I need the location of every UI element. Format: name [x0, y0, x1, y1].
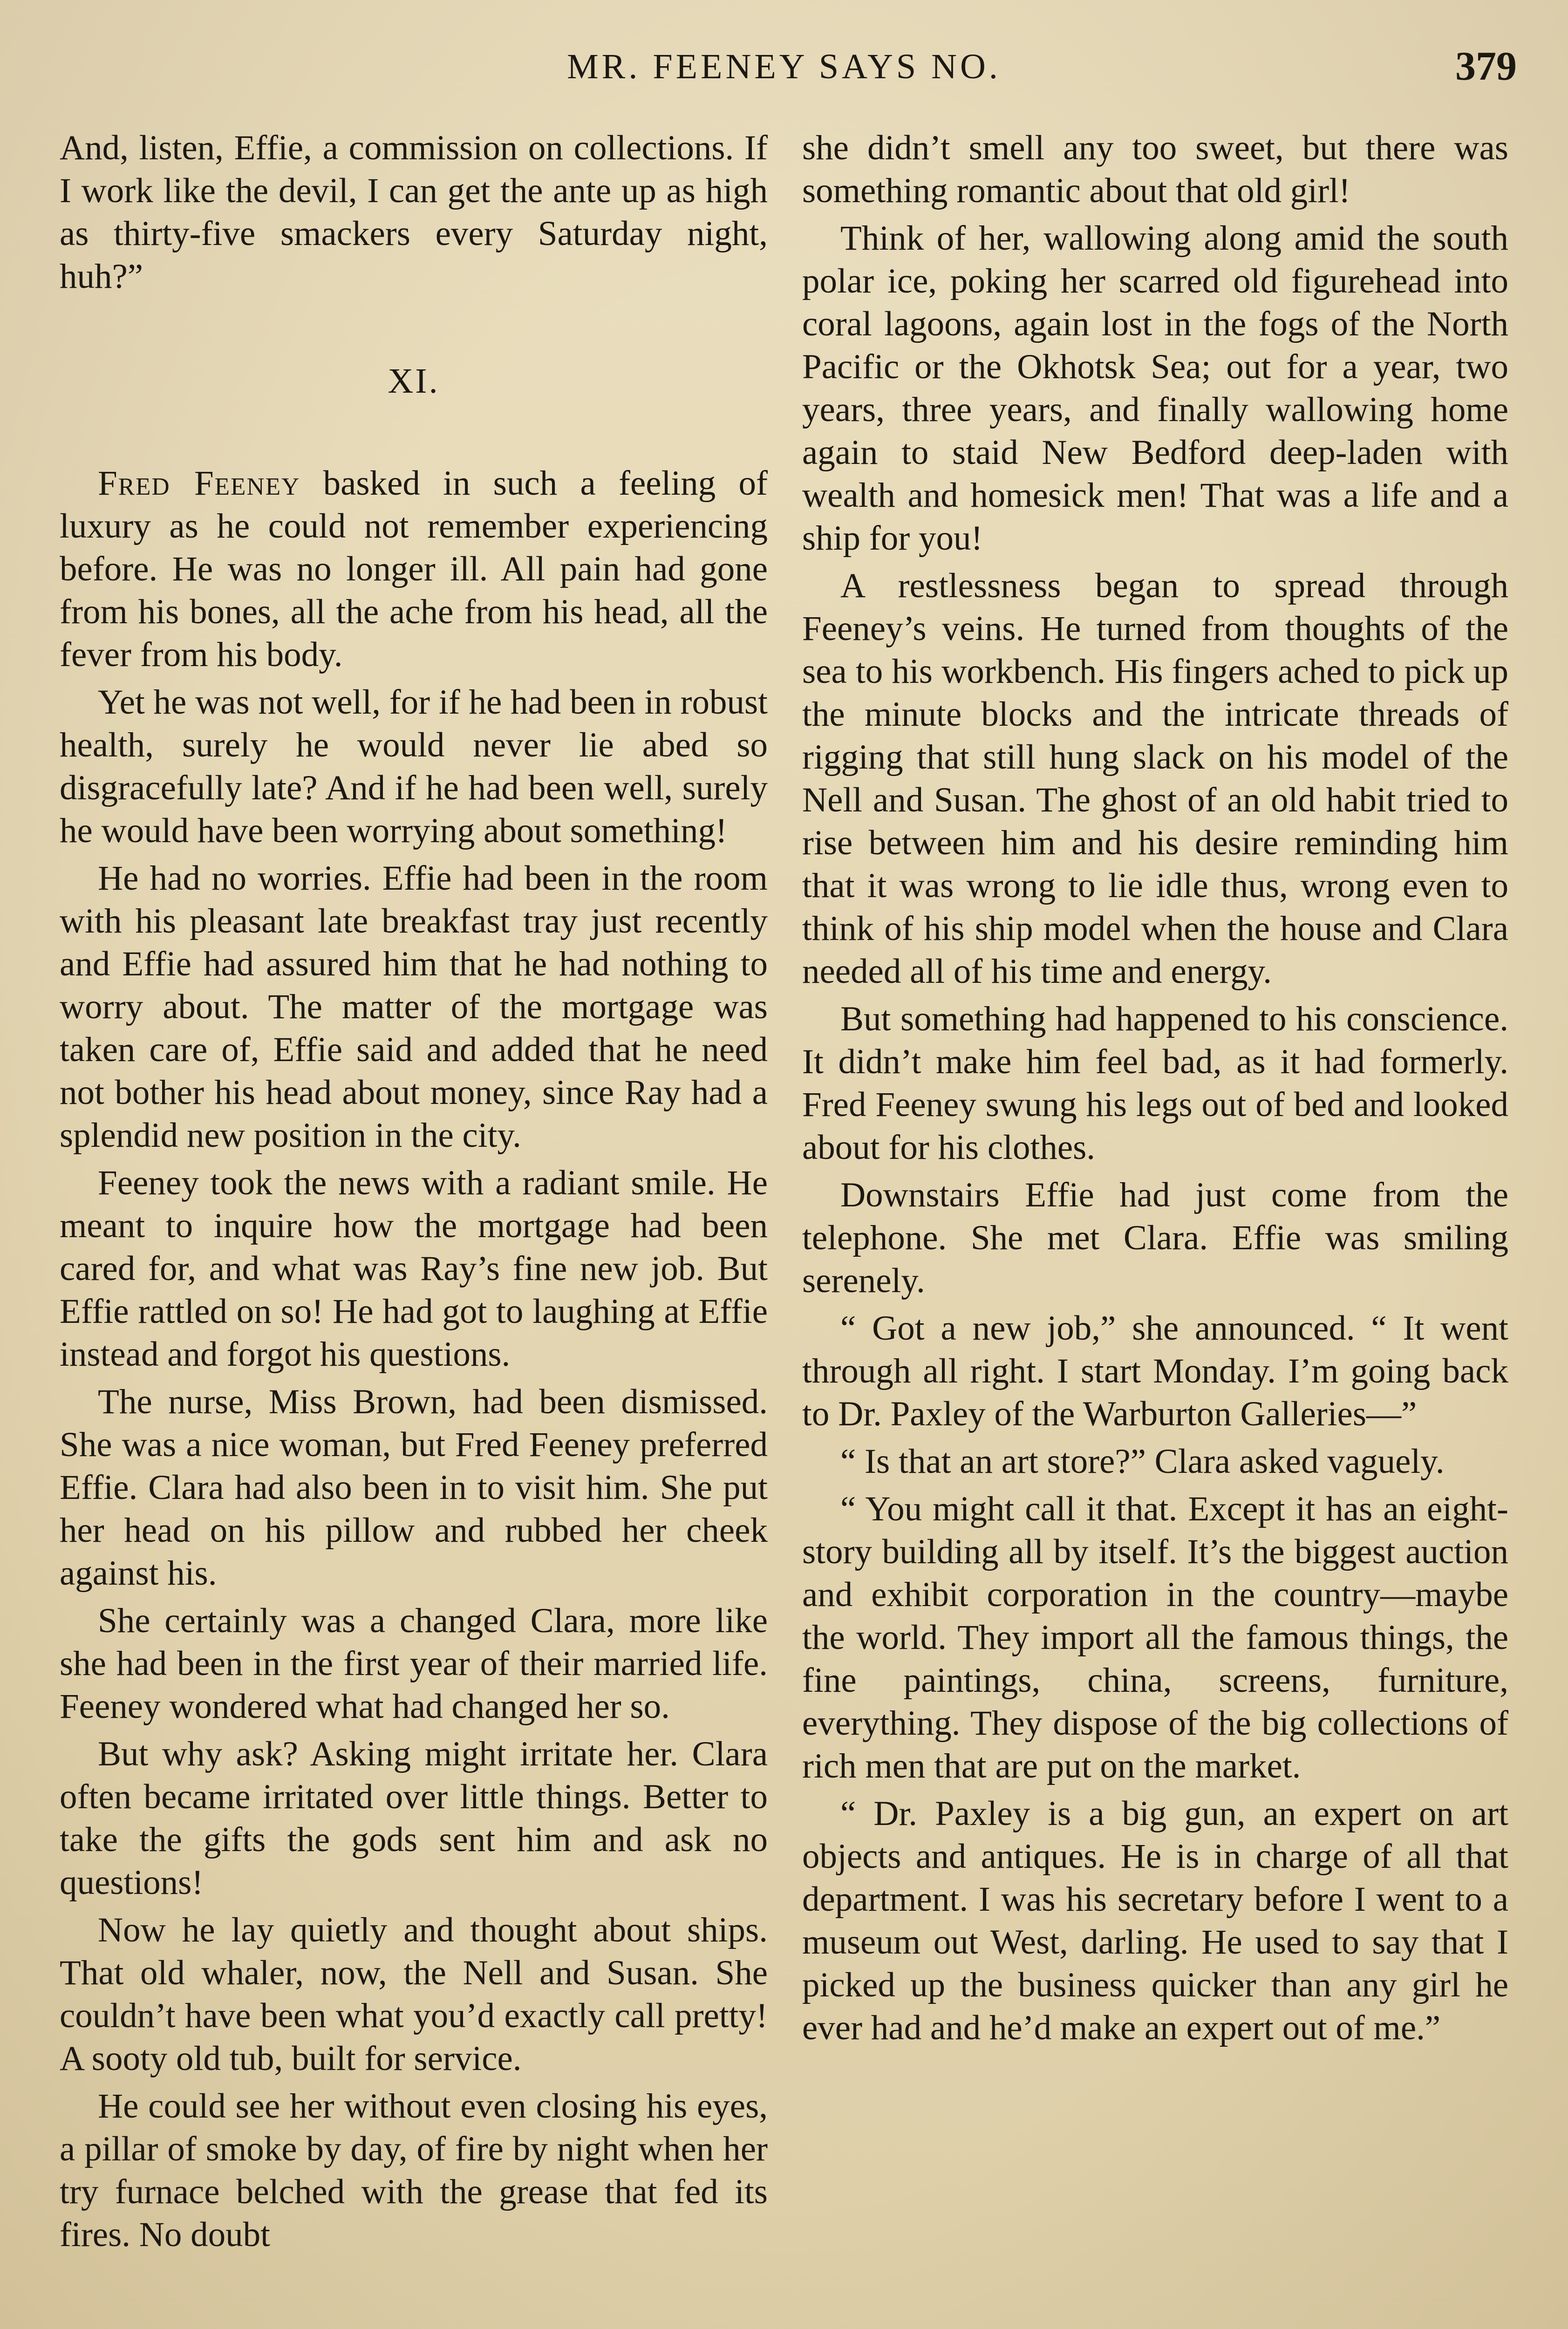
- paragraph: “ Is that an art store?” Clara asked vaguely.: [840, 1442, 1445, 1481]
- page-number: 379: [1455, 44, 1517, 89]
- chapter-heading: XI.: [388, 361, 440, 401]
- paragraph: she didn’t smell any too sweet, but there was something romantic about that old girl!: [802, 129, 1508, 210]
- character-name: Fred Feeney: [98, 464, 300, 503]
- paragraph: “ Got a new job,” she announced. “ It went through all right. I start Monday. I’m going back to Dr. Paxley of the Warburton Galleries—”: [802, 1309, 1508, 1433]
- paragraph: Now he lay quietly and thought about ships. That old whaler, now, the Nell and Susan. She couldn’t have been what you’d exactly call pretty! A sooty old tub, built for service.: [60, 1911, 768, 2078]
- paragraph: He could see her without even closing his eyes, a pillar of smoke by day, of fire by night when her try furnace belched with the grease that fed its fires. No doubt: [60, 2087, 768, 2254]
- paragraph: The nurse, Miss Brown, had been dismissed. She was a nice woman, but Fred Feeney preferred Effie. Clara had also been in to visit him. She put her head on his pillow and rubbed her cheek against his.: [60, 1382, 768, 1593]
- right-column: [802, 127, 1508, 2054]
- paragraph: [60, 462, 768, 676]
- paragraph: But why ask? Asking might irritate her. Clara often became irritated over little things. Better to take the gifts the gods sent him and ask no questions!: [60, 1735, 768, 1902]
- running-head: MR. FEENEY SAYS NO.: [567, 47, 1001, 86]
- paragraph: Think of her, wallowing along amid the south polar ice, poking her scarred old figurehead into coral lagoons, again lost in the fogs of the North Pacific or the Okhotsk Sea; out for a year, two years, three years, and finally wallowing home again to staid New Bedford deep-laden with wealth and homesick men! That was a life and a ship for you!: [802, 219, 1508, 558]
- paragraph: A restlessness began to spread through Feeney’s veins. He turned from thoughts of the sea to his workbench. His fingers ached to pick up the minute blocks and the intricate threads of rigging that still hung slack on his model of the Nell and Susan. The ghost of an old habit tried to rise between him and his desire reminding him that it was wrong to lie idle thus, wrong even to think of his ship model when the house and Clara needed all of his time and energy.: [802, 566, 1508, 991]
- paragraph: But something had happened to his conscience. It didn’t make him feel bad, as it had formerly. Fred Feeney swung his legs out of bed and looked about for his clothes.: [802, 1000, 1508, 1167]
- paragraph: And, listen, Effie, a commission on collections. If I work like the devil, I can get the ante up as high as thirty-five smackers every Saturday night, huh?”: [60, 129, 768, 296]
- paragraph: He had no worries. Effie had been in the room with his pleasant late breakfast tray just recently and Effie had assured him that he had nothing to worry about. The matter of the mortgage was taken care of, Effie said and added that he need not bother his head about money, since Ray had a splendid new position in the city.: [60, 859, 768, 1155]
- paragraph: “ Dr. Paxley is a big gun, an expert on art objects and antiques. He is in charge of all that department. I was his secretary before I went to a museum out West, darling. He used to say that I picked up the business quicker than any girl he ever had and he’d make an expert out of me.”: [802, 1794, 1508, 2047]
- paragraph: She certainly was a changed Clara, more like she had been in the first year of their married life. Feeney wondered what had changed her so.: [60, 1601, 768, 1726]
- paragraph: “ You might call it that. Except it has an eight-story building all by itself. It’s the biggest auction and exhibit corporation in the country—maybe the world. They import all the famous things, the fine paintings, china, screens, furniture, everything. They dispose of the big collections of rich men that are put on the market.: [802, 1490, 1508, 1785]
- paragraph-text: basked in such a feeling of luxury as he could not remember experiencing before. He was no longer ill. All pain had gone from his bones, all the ache from his head, all the fever from his body.: [60, 464, 768, 674]
- paragraph: Yet he was not well, for if he had been in robust health, surely he would never lie abed so disgracefully late? And if he had been well, surely he would have been worrying about something!: [60, 683, 768, 850]
- paragraph: Feeney took the news with a radiant smile. He meant to inquire how the mortgage had been cared for, and what was Ray’s fine new job. But Effie rattled on so! He had got to laughing at Effie instead and forgot his questions.: [60, 1164, 768, 1374]
- paragraph: Downstairs Effie had just come from the telephone. She met Clara. Effie was smiling serenely.: [802, 1176, 1508, 1300]
- left-column: [60, 127, 768, 2261]
